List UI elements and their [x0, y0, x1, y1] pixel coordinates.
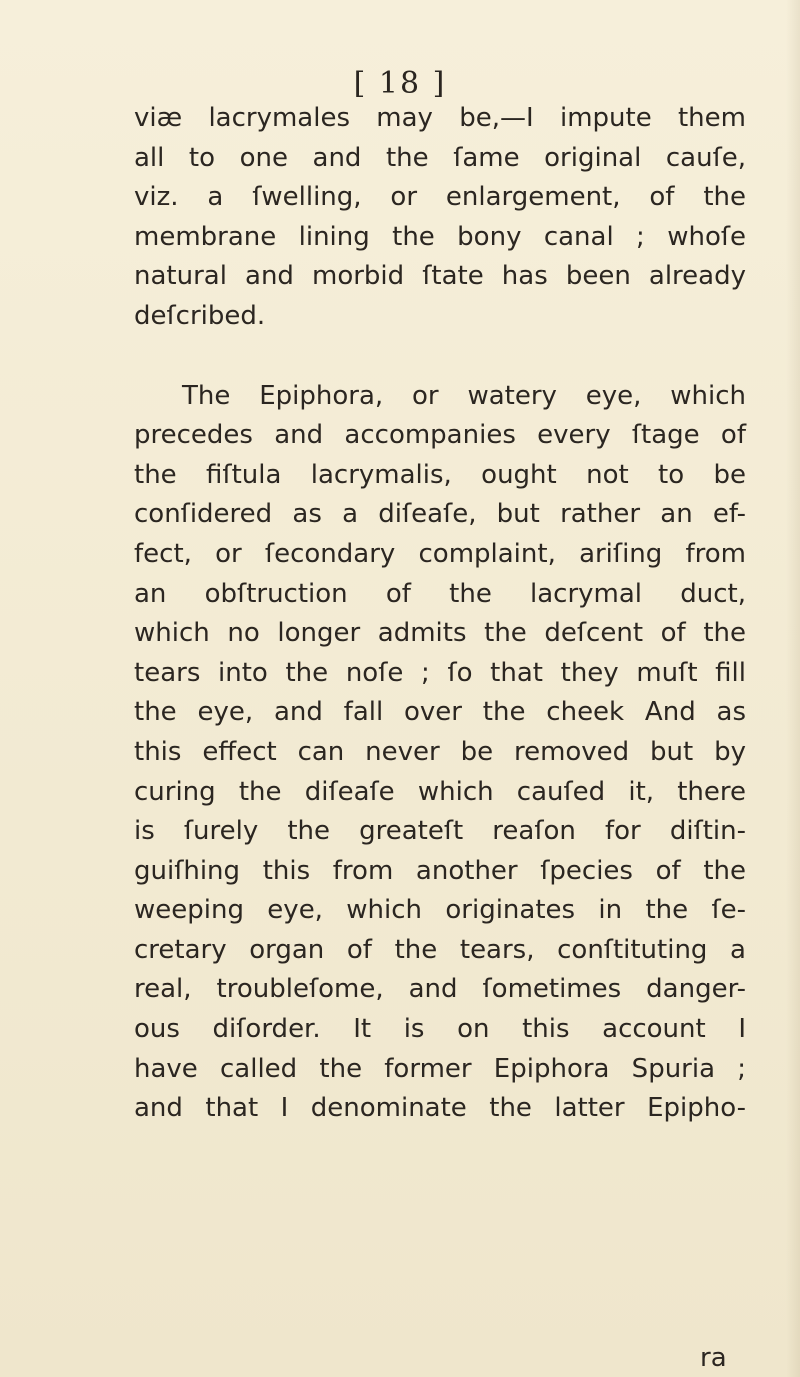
paragraph-2 [134, 377, 746, 1129]
text-line: viæ lacrymales may be,—I impute them [134, 103, 746, 133]
catchword: ra [700, 1343, 727, 1373]
text-line: have called the former Epiphora Spuria ; [134, 1053, 746, 1084]
text-line: fect, or ſecondary complaint, ariſing from [134, 538, 746, 569]
text-line: weeping eye, which originates in the ſe- [134, 895, 746, 926]
text-line: ous diſorder. It is on this account I [134, 1014, 746, 1045]
text-line: and that I denominate the latter Epipho- [134, 1093, 746, 1124]
text-line: membrane lining the bony canal ; whoſe [134, 221, 746, 252]
text-line: cretary organ of the tears, conſtituting a [134, 934, 746, 965]
text-line: The Epiphora, or watery eye, which [182, 380, 746, 411]
text-line: the eye, and fall over the cheek And as [134, 697, 746, 728]
paragraph-gap [134, 337, 746, 377]
page-edge-shadow [786, 0, 800, 1377]
page-number-header: [ 18 ] [353, 66, 447, 101]
text-line: this effect can never be removed but by [134, 736, 746, 767]
text-line: which no longer admits the deſcent of the [134, 618, 746, 649]
text-line: real, troubleſome, and ſometimes danger- [134, 974, 746, 1005]
text-line: an obſtruction of the lacrymal duct, [134, 578, 746, 609]
text-line: conſidered as a diſeaſe, but rather an ef- [134, 499, 746, 530]
text-line: curing the diſeaſe which cauſed it, there [134, 776, 746, 807]
text-line: the fiſtula lacrymalis, ought not to be [134, 459, 746, 490]
text-line: viz. a ſwelling, or enlargement, of the [134, 182, 746, 213]
text-line: all to one and the ſame original cauſe, [134, 142, 746, 173]
text-line: tears into the noſe ; ſo that they muſt fill [134, 657, 746, 688]
text-line: guiſhing this from another ſpecies of the [134, 855, 746, 886]
text-line: deſcribed. [134, 300, 266, 331]
text-line: precedes and accompanies every ſtage of [134, 420, 746, 451]
text-line: natural and morbid ſtate has been already [134, 261, 746, 292]
paragraph-1 [134, 99, 746, 337]
body-text [134, 99, 746, 1129]
text-line: is ſurely the greateſt reaſon for diſtin- [134, 816, 746, 847]
